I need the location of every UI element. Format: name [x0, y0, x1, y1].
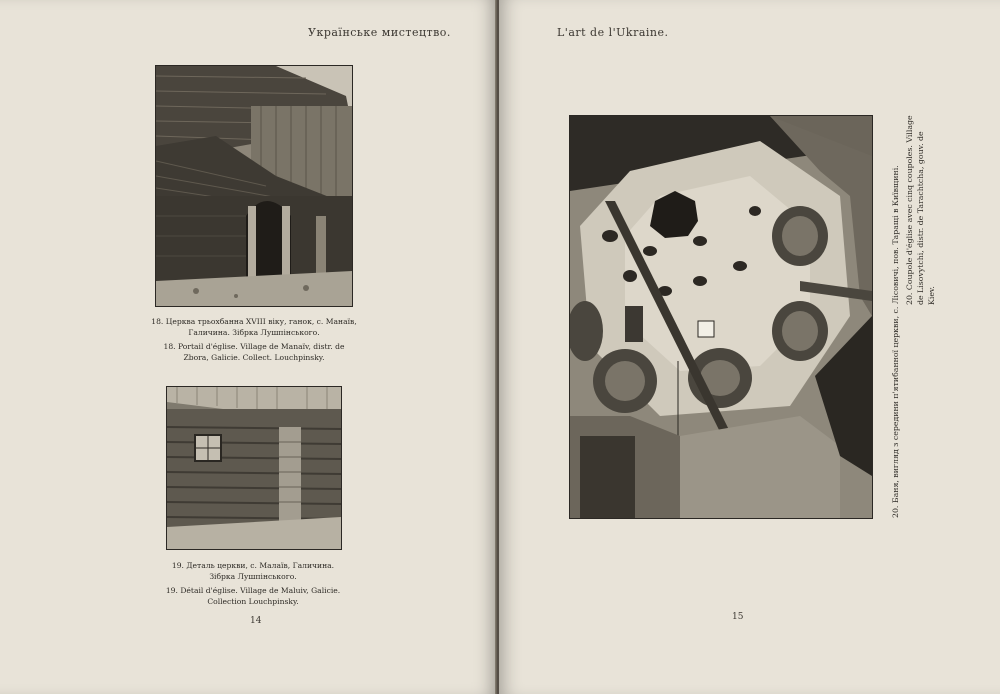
caption-fig20-ua-text: 20. Баня, вигляд з середини п'ятибанної церкви, с. Лісовичі, пов. Таращі в Київщині. [891, 165, 900, 518]
caption-fig20-ua [890, 138, 901, 518]
caption-fig20-fr-text: 20. Coupole d'église avec cinq coupoles. Village de Lisovytchi, distr. de Tarachtcha, gouv. de Kiev. [905, 115, 936, 305]
running-head-ua: Українське мистецтво. [308, 26, 451, 39]
running-head-fr: L'art de l'Ukraine. [557, 26, 669, 39]
page-number-left: 14 [250, 616, 262, 626]
photo-church-porch [155, 65, 353, 307]
photo-church-detail [166, 386, 342, 550]
caption-fig20-fr [904, 115, 937, 305]
left-page [0, 0, 497, 694]
caption-fig18-ua: 18. Церква трьохбанна XVIII віку, ганок, с. Манаїв, Галичина. Зібрка Лушпінського. [151, 317, 357, 337]
photo-cupola-interior [569, 115, 873, 519]
right-page [499, 0, 1000, 694]
page-number-right: 15 [732, 612, 744, 622]
caption-fig19-fr: 19. Détail d'église. Village de Maluiv, Galicie. Collection Louchpinsky. [165, 586, 341, 606]
caption-fig19-ua: 19. Деталь церкви, с. Малаїв, Галичина. Зібрка Лушпінського. [171, 561, 335, 581]
caption-fig18-fr: 18. Portail d'église. Village de Manaïv, distr. de Zbora, Galicie. Collect. Louchpinsky. [163, 342, 345, 362]
